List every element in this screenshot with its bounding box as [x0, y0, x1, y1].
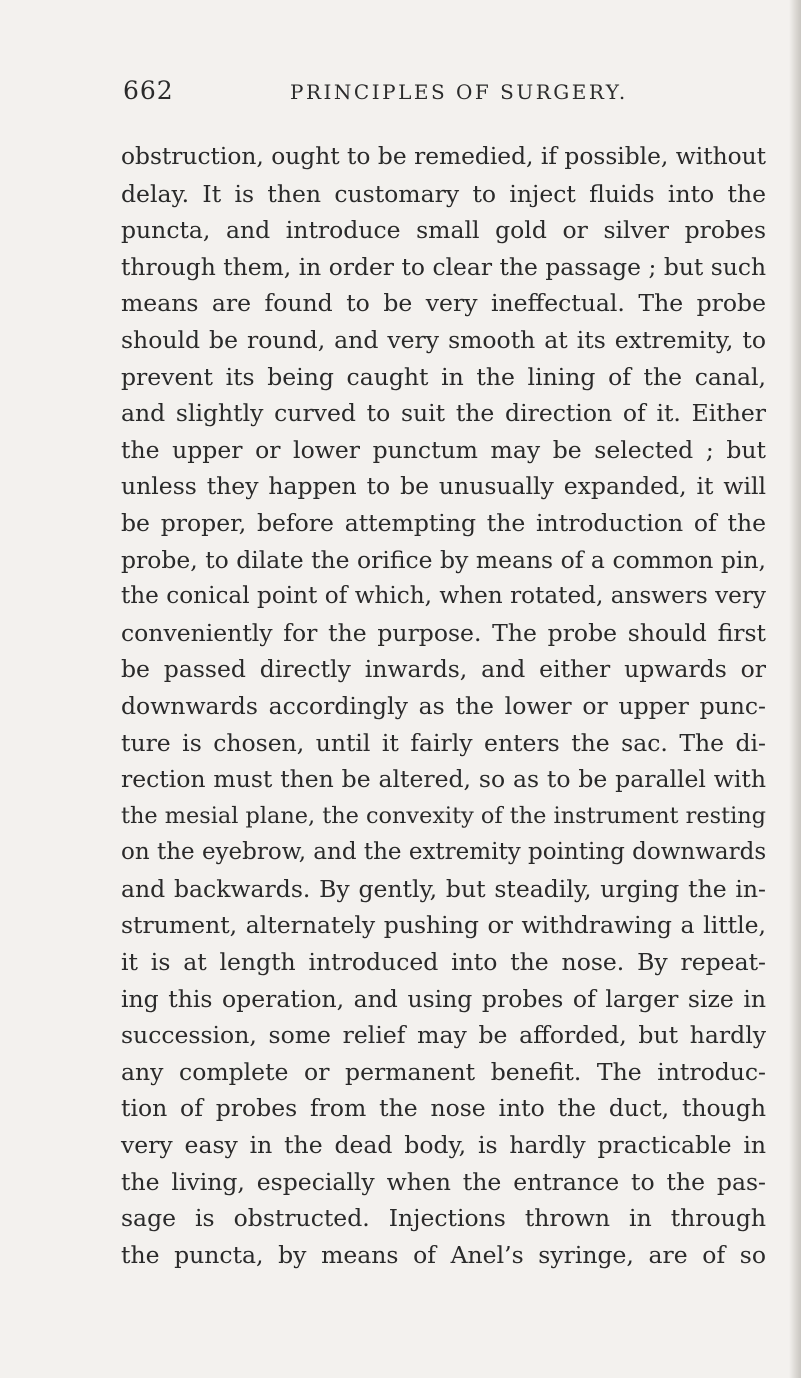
running-head: PRINCIPLES OF SURGERY. — [290, 80, 628, 104]
text-line: the living, especially when the entrance to the pas- — [121, 1167, 766, 1196]
text-line: be passed directly inwards, and either upwards or — [121, 655, 766, 684]
text-line: unless they happen to be unusually expanded, it will — [121, 472, 766, 501]
page-number: 662 — [123, 76, 174, 105]
text-line: should be round, and very smooth at its extremity, to — [121, 325, 766, 354]
text-line: the mesial plane, the convexity of the instrument resting — [121, 802, 766, 829]
text-line: the upper or lower punctum may be selected ; but — [121, 435, 766, 464]
text-line: very easy in the dead body, is hardly practicable in — [121, 1131, 766, 1160]
text-line: downwards accordingly as the lower or upper punc- — [121, 691, 766, 720]
text-line: ing this operation, and using probes of larger size in — [121, 984, 766, 1013]
text-line: strument, alternately pushing or withdrawing a little, — [121, 911, 766, 940]
page-edge-shadow — [789, 0, 801, 1378]
text-line: and backwards. By gently, but steadily, urging the in- — [121, 874, 766, 903]
text-line: and slightly curved to suit the direction of it. Either — [121, 399, 766, 428]
text-line: probe, to dilate the orifice by means of a common pin, — [121, 545, 766, 574]
text-line: the puncta, by means of Anel’s syringe, are of so — [121, 1240, 766, 1269]
body-text — [121, 139, 766, 1273]
text-line: tion of probes from the nose into the duct, though — [121, 1094, 766, 1123]
text-line: rection must then be altered, so as to be parallel with — [121, 765, 766, 794]
text-line: puncta, and introduce small gold or silver probes — [121, 216, 766, 245]
text-line: conveniently for the purpose. The probe should first — [121, 618, 766, 647]
text-line: through them, in order to clear the passage ; but such — [121, 252, 766, 281]
text-line: obstruction, ought to be remedied, if possible, without — [121, 143, 766, 170]
text-line: on the eyebrow, and the extremity pointing downwards — [121, 839, 767, 866]
text-line: it is at length introduced into the nose. By repeat- — [121, 948, 766, 977]
page-header — [123, 76, 763, 110]
text-line: the conical point of which, when rotated, answers very — [121, 583, 766, 610]
text-line: prevent its being caught in the lining of the canal, — [121, 362, 766, 391]
text-line: any complete or permanent benefit. The introduc- — [121, 1057, 766, 1086]
text-line: succession, some relief may be afforded, but hardly — [121, 1021, 766, 1050]
text-line: sage is obstructed. Injections thrown in through — [121, 1204, 766, 1233]
text-line: ture is chosen, until it fairly enters the sac. The di- — [121, 728, 766, 757]
text-line: be proper, before attempting the introduction of the — [121, 508, 766, 537]
text-line: delay. It is then customary to inject fluids into the — [121, 179, 766, 208]
text-line: means are found to be very ineffectual. The probe — [121, 289, 766, 318]
